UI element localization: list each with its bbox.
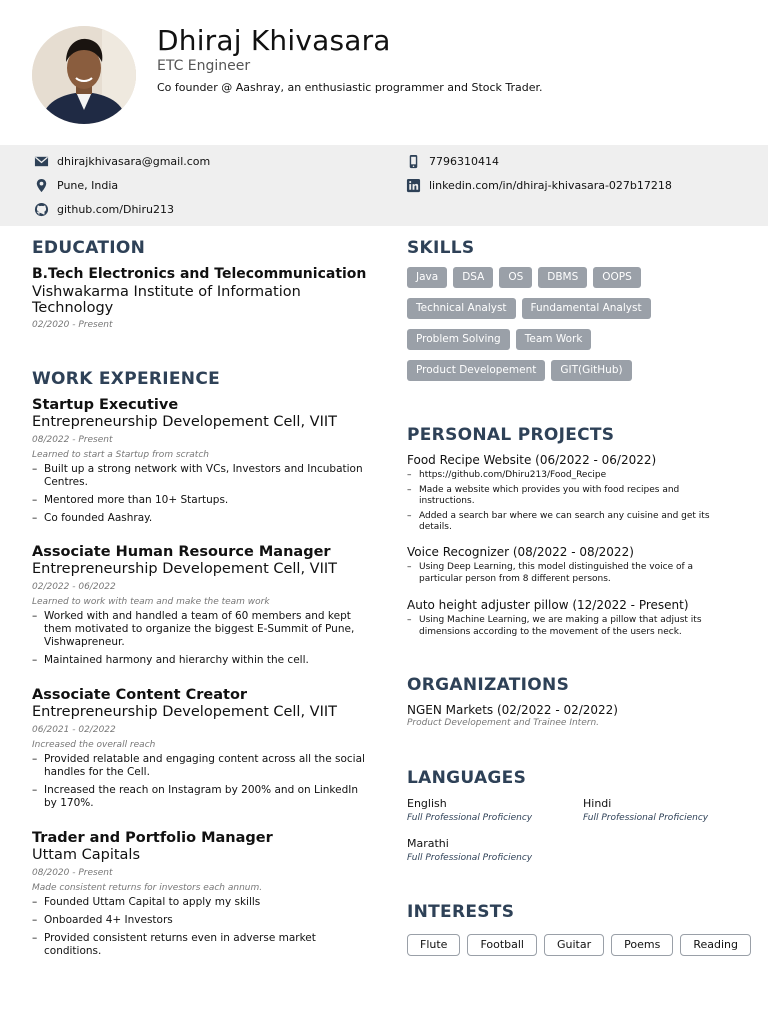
languages-heading: LANGUAGES <box>407 768 527 788</box>
contact-band <box>0 145 768 226</box>
skill-tag: DBMS <box>538 267 587 288</box>
profile-photo <box>32 26 136 124</box>
education-dates: 02/2020 - Present <box>32 320 113 330</box>
interest-tag: Poems <box>611 934 673 956</box>
job-organization: Uttam Capitals <box>32 847 140 863</box>
language-entry <box>407 797 532 823</box>
interest-tag: Flute <box>407 934 460 956</box>
education-degree: B.Tech Electronics and Telecommunication <box>32 266 367 282</box>
language-entry <box>583 797 708 823</box>
job-summary: Learned to start a Startup from scratch <box>32 450 209 460</box>
job-dates: 06/2021 - 02/2022 <box>32 725 116 735</box>
job-bullets <box>32 753 372 810</box>
contact-github[interactable] <box>34 202 174 217</box>
job-bullet: – Maintained harmony and hierarchy within the cell. <box>32 654 372 667</box>
phone-text: 7796310414 <box>429 155 499 168</box>
contact-email[interactable] <box>34 154 210 169</box>
job-summary: Increased the overall reach <box>32 740 156 750</box>
education-school-line1: Vishwakarma Institute of Information <box>32 284 301 300</box>
project-bullet: – Using Machine Learning, we are making a pillow that adjust its dimensions according to the movement of the users neck. <box>407 615 727 638</box>
interest-tag: Guitar <box>544 934 604 956</box>
skills-heading: SKILLS <box>407 238 475 258</box>
project-link[interactable]: – https://github.com/Dhiru213/Food_Recipe <box>407 470 727 482</box>
job-summary: Learned to work with team and make the team work <box>32 597 270 607</box>
job-bullet: – Onboarded 4+ Investors <box>32 914 372 927</box>
language-level: Full Professional Proficiency <box>407 853 533 863</box>
project-bullet: – Made a website which provides you with food recipes and instructions. <box>407 485 727 508</box>
contact-phone[interactable] <box>406 154 499 169</box>
language-level: Full Professional Proficiency <box>407 813 533 823</box>
job-entry <box>32 397 372 530</box>
job-title: Associate Human Resource Manager <box>32 544 331 560</box>
job-bullet: – Increased the reach on Instagram by 200% and on LinkedIn by 170%. <box>32 784 372 810</box>
candidate-name: Dhiraj Khivasara <box>157 24 391 57</box>
skill-tag: Problem Solving <box>407 329 510 350</box>
location-pin-icon <box>34 178 49 193</box>
skill-tag: Technical Analyst <box>407 298 516 319</box>
candidate-title: ETC Engineer <box>157 58 251 74</box>
project-title: Voice Recognizer (08/2022 - 08/2022) <box>407 545 634 559</box>
linkedin-text: linkedin.com/in/dhiraj-khivasara-027b17218 <box>429 179 672 192</box>
job-organization: Entrepreneurship Developement Cell, VIIT <box>32 561 338 577</box>
resume-header <box>0 0 768 145</box>
project-entry <box>407 545 727 585</box>
project-bullet: – Added a search bar where we can search any cuisine and get its details. <box>407 511 727 534</box>
job-bullet: – Provided consistent returns even in adverse market conditions. <box>32 932 372 958</box>
skill-tag: Product Developement <box>407 360 545 381</box>
skill-tag: GIT(GitHub) <box>551 360 631 381</box>
job-bullets <box>32 463 372 525</box>
job-bullets <box>32 896 372 958</box>
project-entry <box>407 453 727 534</box>
job-bullet: – Built up a strong network with VCs, Investors and Incubation Centres. <box>32 463 372 489</box>
language-name: Hindi <box>583 797 612 810</box>
person-avatar-icon <box>32 26 136 124</box>
skill-tag: DSA <box>453 267 493 288</box>
projects-heading: PERSONAL PROJECTS <box>407 425 615 445</box>
location-text: Pune, India <box>57 179 119 192</box>
interest-tag: Reading <box>680 934 751 956</box>
job-entry <box>32 830 372 963</box>
project-entry <box>407 598 727 638</box>
job-organization: Entrepreneurship Developement Cell, VIIT <box>32 414 338 430</box>
email-icon <box>34 154 49 169</box>
candidate-tagline: Co founder @ Aashray, an enthusiastic programmer and Stock Trader. <box>157 81 543 94</box>
job-organization: Entrepreneurship Developement Cell, VIIT <box>32 704 338 720</box>
interests-heading: INTERESTS <box>407 902 515 922</box>
skill-tag: Java <box>407 267 447 288</box>
job-bullet: – Founded Uttam Capital to apply my skills <box>32 896 372 909</box>
education-heading: EDUCATION <box>32 238 146 258</box>
organization-role: Product Developement and Trainee Intern. <box>407 718 600 728</box>
job-entry <box>32 687 372 815</box>
organization-entry <box>407 703 727 728</box>
language-level: Full Professional Proficiency <box>583 813 709 823</box>
language-entry <box>407 837 532 863</box>
skill-tag: OOPS <box>593 267 641 288</box>
work-experience-heading: WORK EXPERIENCE <box>32 369 221 389</box>
language-name: English <box>407 797 447 810</box>
job-title: Associate Content Creator <box>32 687 248 703</box>
job-summary: Made consistent returns for investors each annum. <box>32 883 263 893</box>
github-text: github.com/Dhiru213 <box>57 203 174 216</box>
contact-linkedin[interactable] <box>406 178 672 193</box>
job-dates: 08/2020 - Present <box>32 868 113 878</box>
job-dates: 08/2022 - Present <box>32 435 113 445</box>
job-bullet: – Worked with and handled a team of 60 members and kept them motivated to organize the biggest E-Summit of Pune, Vishwapreneur. <box>32 610 372 649</box>
skill-tag: Fundamental Analyst <box>522 298 651 319</box>
education-entry <box>32 266 372 330</box>
skill-tag: OS <box>499 267 532 288</box>
job-title: Startup Executive <box>32 397 179 413</box>
project-title: Food Recipe Website (06/2022 - 06/2022) <box>407 453 657 467</box>
skills-list <box>407 267 747 391</box>
job-bullets <box>32 610 372 667</box>
contact-location <box>34 178 118 193</box>
organizations-heading: ORGANIZATIONS <box>407 675 570 695</box>
language-name: Marathi <box>407 837 449 850</box>
job-bullet: – Provided relatable and engaging content across all the social handles for the Cell. <box>32 753 372 779</box>
linkedin-icon <box>406 178 421 193</box>
education-school-line2: Technology <box>32 300 114 316</box>
job-bullet: – Mentored more than 10+ Startups. <box>32 494 372 507</box>
job-bullet: – Co founded Aashray. <box>32 512 372 525</box>
skill-tag: Team Work <box>516 329 592 350</box>
job-entry <box>32 544 372 672</box>
project-title: Auto height adjuster pillow (12/2022 - Present) <box>407 598 689 612</box>
job-title: Trader and Portfolio Manager <box>32 830 273 846</box>
phone-icon <box>406 154 421 169</box>
organization-name: NGEN Markets (02/2022 - 02/2022) <box>407 703 618 717</box>
interests-list <box>407 934 758 956</box>
project-bullet: – Using Deep Learning, this model distinguished the voice of a particular person from 8 different persons. <box>407 562 727 585</box>
github-icon <box>34 202 49 217</box>
email-text: dhirajkhivasara@gmail.com <box>57 155 211 168</box>
interest-tag: Football <box>467 934 537 956</box>
job-dates: 02/2022 - 06/2022 <box>32 582 116 592</box>
